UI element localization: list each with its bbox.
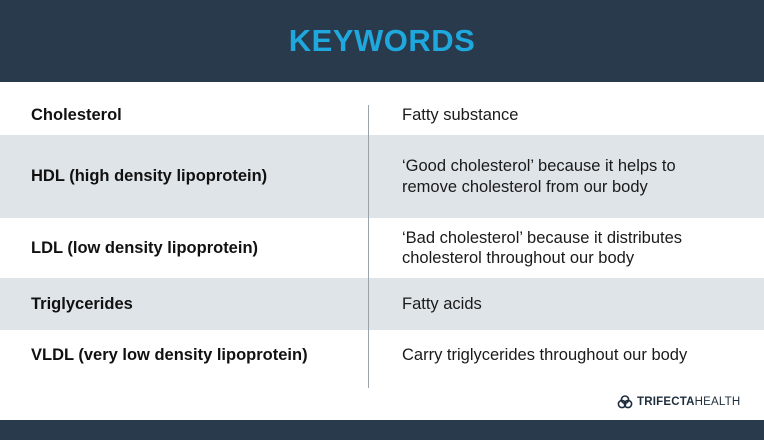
table-row: [0, 218, 764, 278]
term-cell: Cholesterol: [31, 105, 122, 124]
definition-cell: Fatty substance: [402, 105, 519, 124]
logo-brand-bold: TRIFECTA: [637, 396, 695, 408]
trifecta-logo: [617, 393, 740, 411]
definition-cell: Carry triglycerides throughout our body: [402, 345, 688, 364]
table-row: [0, 278, 764, 330]
footer-bar: [0, 420, 764, 440]
logo-wordmark: [637, 396, 740, 408]
term-cell: LDL (low density lipoprotein): [31, 238, 259, 257]
definition-cell: ‘Bad cholesterol’ because it distributes cholesterol throughout our body: [402, 228, 683, 267]
term-cell: VLDL (very low density lipoprotein): [31, 345, 308, 364]
definition-cell: Fatty acids: [402, 294, 482, 313]
table-row: [0, 330, 764, 380]
logo-brand-light: HEALTH: [694, 396, 741, 408]
page-title: KEYWORDS: [288, 23, 476, 58]
header-banner: [0, 0, 764, 82]
term-cell: HDL (high density lipoprotein): [31, 167, 268, 185]
term-cell: Triglycerides: [31, 294, 133, 313]
column-divider: [368, 105, 369, 388]
table-row: [0, 95, 764, 135]
table-row: [0, 135, 764, 218]
definition-cell: ‘Good cholesterol’ because it helps to remove cholesterol from our body: [402, 157, 676, 196]
trifecta-knot-icon: [617, 395, 633, 409]
